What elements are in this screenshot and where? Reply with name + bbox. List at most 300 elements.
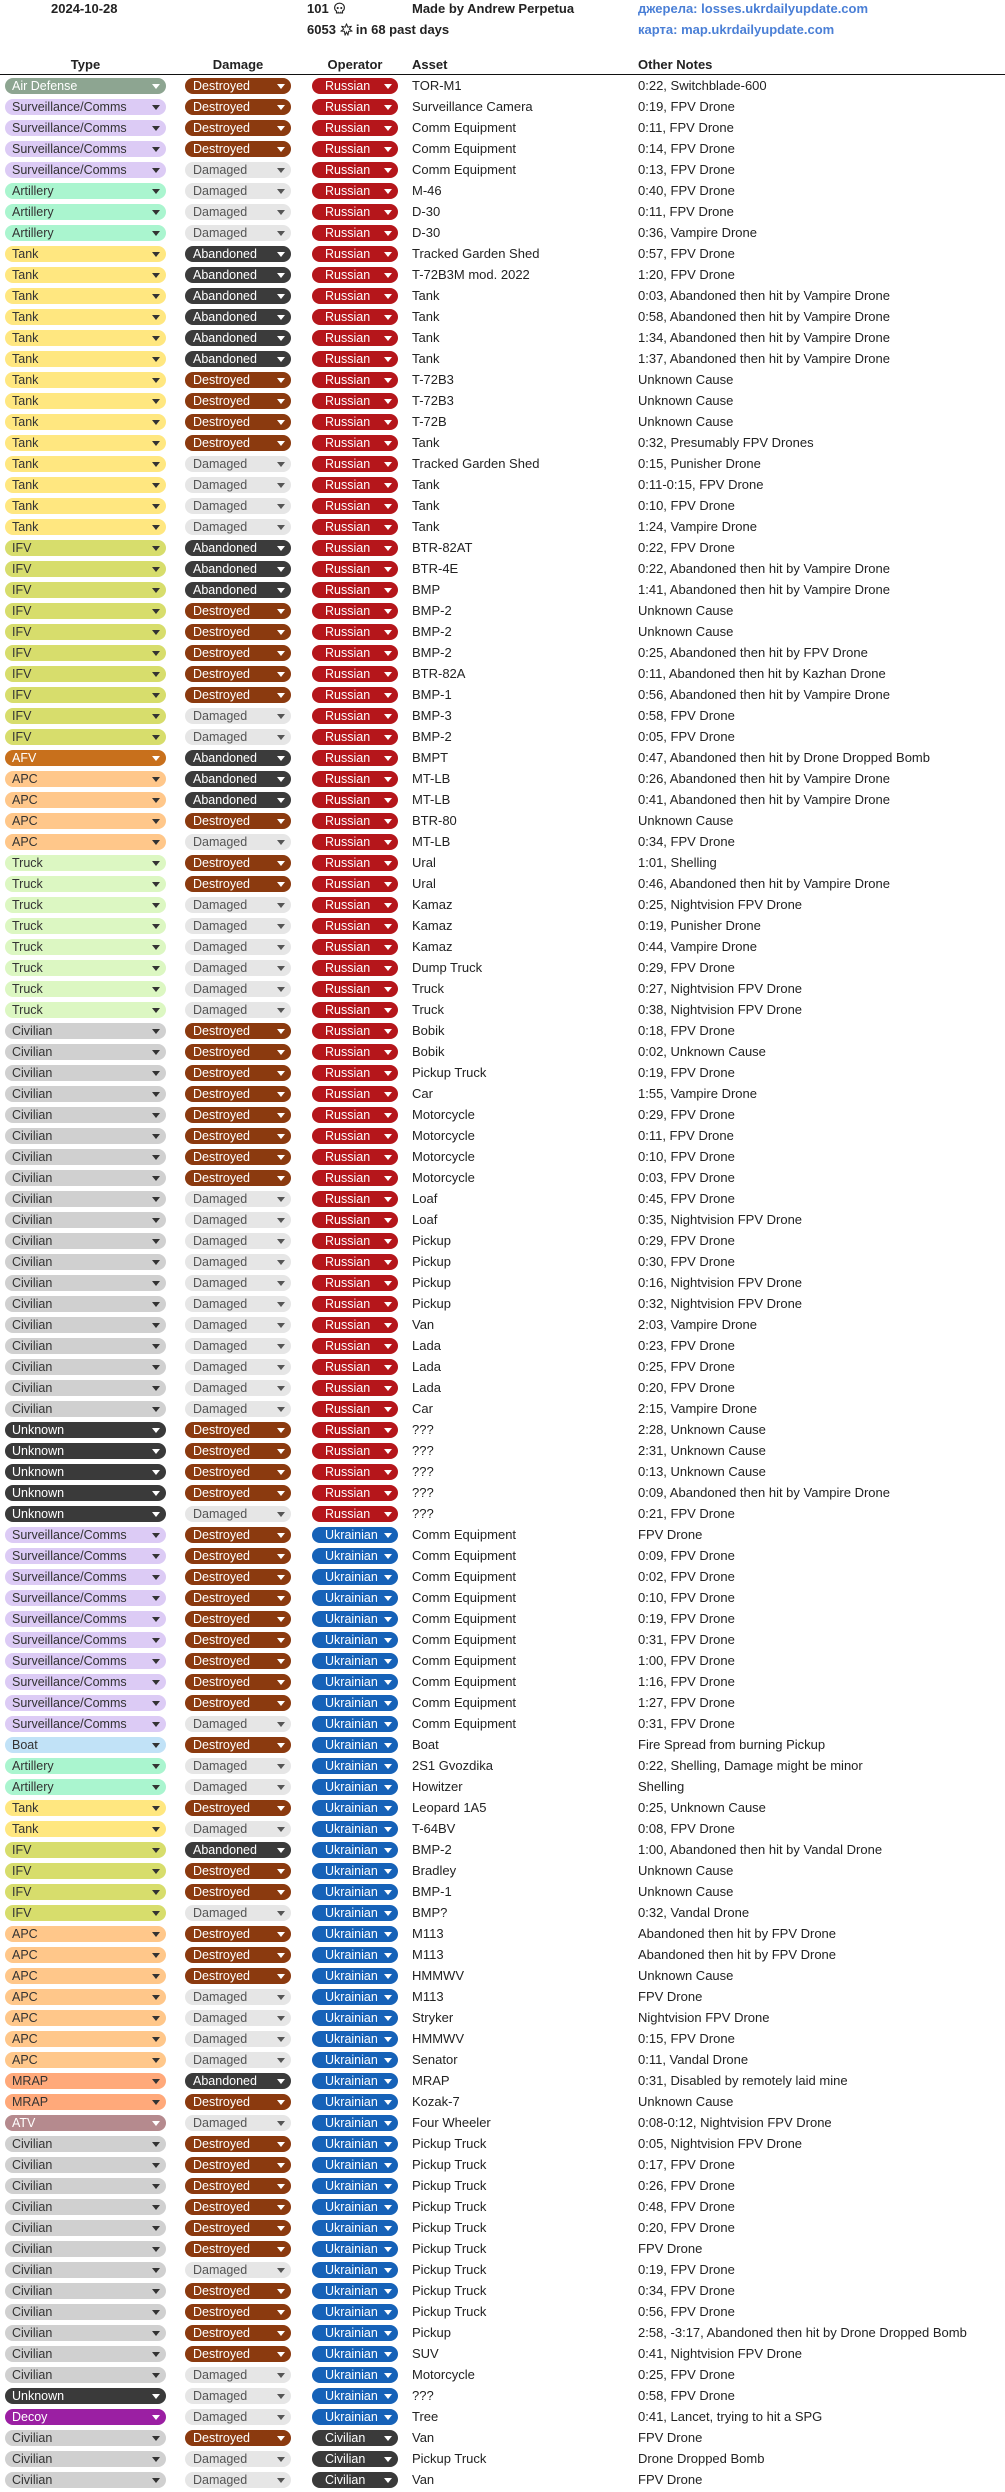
type-select[interactable] <box>5 1023 166 1039</box>
type-select[interactable] <box>5 2283 166 2299</box>
type-select[interactable] <box>5 603 166 619</box>
operator-select[interactable] <box>312 1674 398 1690</box>
operator-select[interactable] <box>312 1023 398 1039</box>
operator-select[interactable] <box>312 1002 398 1018</box>
type-select[interactable] <box>5 351 166 367</box>
operator-select[interactable] <box>312 1275 398 1291</box>
operator-select[interactable] <box>312 2199 398 2215</box>
operator-select[interactable] <box>312 246 398 262</box>
operator-select[interactable] <box>312 1191 398 1207</box>
damage-select[interactable] <box>185 2241 291 2257</box>
type-select[interactable] <box>5 540 166 556</box>
operator-select[interactable] <box>312 1989 398 2005</box>
type-select[interactable] <box>5 1380 166 1396</box>
type-select[interactable] <box>5 1086 166 1102</box>
operator-select[interactable] <box>312 1044 398 1060</box>
operator-select[interactable] <box>312 1359 398 1375</box>
damage-select[interactable] <box>185 288 291 304</box>
type-select[interactable] <box>5 1926 166 1942</box>
operator-select[interactable] <box>312 540 398 556</box>
damage-select[interactable] <box>185 1275 291 1291</box>
type-select[interactable] <box>5 2388 166 2404</box>
operator-select[interactable] <box>312 897 398 913</box>
type-select[interactable] <box>5 2472 166 2488</box>
operator-select[interactable] <box>312 1968 398 1984</box>
damage-select[interactable] <box>185 120 291 136</box>
damage-select[interactable] <box>185 204 291 220</box>
type-select[interactable] <box>5 1233 166 1249</box>
type-select[interactable] <box>5 393 166 409</box>
map-link[interactable]: map.ukrdailyupdate.com <box>681 22 835 37</box>
type-select[interactable] <box>5 1905 166 1921</box>
type-select[interactable] <box>5 1716 166 1732</box>
operator-select[interactable] <box>312 2010 398 2026</box>
type-select[interactable] <box>5 120 166 136</box>
damage-select[interactable] <box>185 1065 291 1081</box>
type-select[interactable] <box>5 1821 166 1837</box>
type-select[interactable] <box>5 645 166 661</box>
damage-select[interactable] <box>185 456 291 472</box>
operator-select[interactable] <box>312 351 398 367</box>
type-select[interactable] <box>5 246 166 262</box>
operator-select[interactable] <box>312 2031 398 2047</box>
type-select[interactable] <box>5 1254 166 1270</box>
damage-select[interactable] <box>185 2388 291 2404</box>
type-select[interactable] <box>5 1548 166 1564</box>
type-select[interactable] <box>5 750 166 766</box>
operator-select[interactable] <box>312 1905 398 1921</box>
type-select[interactable] <box>5 2451 166 2467</box>
damage-select[interactable] <box>185 435 291 451</box>
damage-select[interactable] <box>185 477 291 493</box>
damage-select[interactable] <box>185 1674 291 1690</box>
damage-select[interactable] <box>185 624 291 640</box>
operator-select[interactable] <box>312 687 398 703</box>
operator-select[interactable] <box>312 771 398 787</box>
operator-select[interactable] <box>312 414 398 430</box>
damage-select[interactable] <box>185 1317 291 1333</box>
operator-select[interactable] <box>312 2178 398 2194</box>
type-select[interactable] <box>5 582 166 598</box>
damage-select[interactable] <box>185 1464 291 1480</box>
damage-select[interactable] <box>185 1947 291 1963</box>
operator-select[interactable] <box>312 561 398 577</box>
damage-select[interactable] <box>185 1590 291 1606</box>
damage-select[interactable] <box>185 351 291 367</box>
type-select[interactable] <box>5 876 166 892</box>
type-select[interactable] <box>5 225 166 241</box>
operator-select[interactable] <box>312 960 398 976</box>
operator-select[interactable] <box>312 162 398 178</box>
damage-select[interactable] <box>185 2283 291 2299</box>
damage-select[interactable] <box>185 1506 291 1522</box>
damage-select[interactable] <box>185 561 291 577</box>
damage-select[interactable] <box>185 2199 291 2215</box>
damage-select[interactable] <box>185 2409 291 2425</box>
operator-select[interactable] <box>312 2052 398 2068</box>
damage-select[interactable] <box>185 1779 291 1795</box>
damage-select[interactable] <box>185 2430 291 2446</box>
operator-select[interactable] <box>312 267 398 283</box>
operator-select[interactable] <box>312 2241 398 2257</box>
operator-select[interactable] <box>312 225 398 241</box>
damage-select[interactable] <box>185 2136 291 2152</box>
operator-select[interactable] <box>312 1065 398 1081</box>
operator-select[interactable] <box>312 477 398 493</box>
operator-select[interactable] <box>312 1443 398 1459</box>
type-select[interactable] <box>5 2199 166 2215</box>
damage-select[interactable] <box>185 540 291 556</box>
type-select[interactable] <box>5 1884 166 1900</box>
type-select[interactable] <box>5 498 166 514</box>
operator-select[interactable] <box>312 1590 398 1606</box>
damage-select[interactable] <box>185 519 291 535</box>
type-select[interactable] <box>5 687 166 703</box>
damage-select[interactable] <box>185 645 291 661</box>
type-select[interactable] <box>5 2409 166 2425</box>
type-select[interactable] <box>5 2010 166 2026</box>
operator-select[interactable] <box>312 1653 398 1669</box>
damage-select[interactable] <box>185 666 291 682</box>
operator-select[interactable] <box>312 2094 398 2110</box>
operator-select[interactable] <box>312 813 398 829</box>
damage-select[interactable] <box>185 855 291 871</box>
type-select[interactable] <box>5 1506 166 1522</box>
type-select[interactable] <box>5 1065 166 1081</box>
type-select[interactable] <box>5 792 166 808</box>
damage-select[interactable] <box>185 1191 291 1207</box>
type-select[interactable] <box>5 1695 166 1711</box>
operator-select[interactable] <box>312 2388 398 2404</box>
damage-select[interactable] <box>185 414 291 430</box>
type-select[interactable] <box>5 1569 166 1585</box>
operator-select[interactable] <box>312 99 398 115</box>
type-select[interactable] <box>5 1317 166 1333</box>
damage-select[interactable] <box>185 1821 291 1837</box>
type-select[interactable] <box>5 456 166 472</box>
damage-select[interactable] <box>185 2262 291 2278</box>
type-select[interactable] <box>5 1422 166 1438</box>
operator-select[interactable] <box>312 603 398 619</box>
operator-select[interactable] <box>312 1779 398 1795</box>
type-select[interactable] <box>5 1296 166 1312</box>
damage-select[interactable] <box>185 1296 291 1312</box>
operator-select[interactable] <box>312 1695 398 1711</box>
damage-select[interactable] <box>185 708 291 724</box>
damage-select[interactable] <box>185 1212 291 1228</box>
damage-select[interactable] <box>185 1128 291 1144</box>
damage-select[interactable] <box>185 750 291 766</box>
damage-select[interactable] <box>185 2451 291 2467</box>
operator-select[interactable] <box>312 2136 398 2152</box>
type-select[interactable] <box>5 2325 166 2341</box>
operator-select[interactable] <box>312 2325 398 2341</box>
type-select[interactable] <box>5 78 166 94</box>
type-select[interactable] <box>5 2262 166 2278</box>
operator-select[interactable] <box>312 1212 398 1228</box>
damage-select[interactable] <box>185 876 291 892</box>
type-select[interactable] <box>5 624 166 640</box>
damage-select[interactable] <box>185 2031 291 2047</box>
damage-select[interactable] <box>185 2010 291 2026</box>
operator-select[interactable] <box>312 582 398 598</box>
damage-select[interactable] <box>185 1254 291 1270</box>
damage-select[interactable] <box>185 330 291 346</box>
damage-select[interactable] <box>185 393 291 409</box>
operator-select[interactable] <box>312 708 398 724</box>
operator-select[interactable] <box>312 1884 398 1900</box>
type-select[interactable] <box>5 1527 166 1543</box>
damage-select[interactable] <box>185 1548 291 1564</box>
damage-select[interactable] <box>185 834 291 850</box>
operator-select[interactable] <box>312 1800 398 1816</box>
type-select[interactable] <box>5 1485 166 1501</box>
operator-select[interactable] <box>312 1149 398 1165</box>
type-select[interactable] <box>5 1800 166 1816</box>
damage-select[interactable] <box>185 309 291 325</box>
type-select[interactable] <box>5 1758 166 1774</box>
damage-select[interactable] <box>185 1485 291 1501</box>
damage-select[interactable] <box>185 498 291 514</box>
type-select[interactable] <box>5 1590 166 1606</box>
damage-select[interactable] <box>185 1170 291 1186</box>
damage-select[interactable] <box>185 1905 291 1921</box>
operator-select[interactable] <box>312 519 398 535</box>
operator-select[interactable] <box>312 666 398 682</box>
type-select[interactable] <box>5 2052 166 2068</box>
damage-select[interactable] <box>185 372 291 388</box>
column-header-operator[interactable]: Operator <box>327 57 383 72</box>
damage-select[interactable] <box>185 1611 291 1627</box>
type-select[interactable] <box>5 1107 166 1123</box>
damage-select[interactable] <box>185 1044 291 1060</box>
type-select[interactable] <box>5 1464 166 1480</box>
operator-select[interactable] <box>312 1422 398 1438</box>
type-select[interactable] <box>5 519 166 535</box>
operator-select[interactable] <box>312 1758 398 1774</box>
damage-select[interactable] <box>185 1632 291 1648</box>
column-header-damage[interactable]: Damage <box>212 57 264 72</box>
damage-select[interactable] <box>185 99 291 115</box>
type-select[interactable] <box>5 1401 166 1417</box>
operator-select[interactable] <box>312 2115 398 2131</box>
type-select[interactable] <box>5 1275 166 1291</box>
damage-select[interactable] <box>185 2157 291 2173</box>
type-select[interactable] <box>5 1338 166 1354</box>
type-select[interactable] <box>5 1842 166 1858</box>
operator-select[interactable] <box>312 981 398 997</box>
damage-select[interactable] <box>185 1443 291 1459</box>
operator-select[interactable] <box>312 2262 398 2278</box>
operator-select[interactable] <box>312 183 398 199</box>
damage-select[interactable] <box>185 960 291 976</box>
damage-select[interactable] <box>185 1527 291 1543</box>
type-select[interactable] <box>5 1653 166 1669</box>
operator-select[interactable] <box>312 1716 398 1732</box>
damage-select[interactable] <box>185 78 291 94</box>
operator-select[interactable] <box>312 1527 398 1543</box>
operator-select[interactable] <box>312 1401 398 1417</box>
damage-select[interactable] <box>185 2304 291 2320</box>
type-select[interactable] <box>5 2430 166 2446</box>
damage-select[interactable] <box>185 1968 291 1984</box>
operator-select[interactable] <box>312 1317 398 1333</box>
operator-select[interactable] <box>312 393 398 409</box>
damage-select[interactable] <box>185 246 291 262</box>
operator-select[interactable] <box>312 2346 398 2362</box>
type-select[interactable] <box>5 1128 166 1144</box>
damage-select[interactable] <box>185 2115 291 2131</box>
type-select[interactable] <box>5 708 166 724</box>
operator-select[interactable] <box>312 2304 398 2320</box>
type-select[interactable] <box>5 183 166 199</box>
type-select[interactable] <box>5 1674 166 1690</box>
damage-select[interactable] <box>185 1086 291 1102</box>
damage-select[interactable] <box>185 2094 291 2110</box>
damage-select[interactable] <box>185 1695 291 1711</box>
type-select[interactable] <box>5 1863 166 1879</box>
type-select[interactable] <box>5 372 166 388</box>
type-select[interactable] <box>5 204 166 220</box>
operator-select[interactable] <box>312 2451 398 2467</box>
operator-select[interactable] <box>312 1380 398 1396</box>
damage-select[interactable] <box>185 813 291 829</box>
operator-select[interactable] <box>312 1464 398 1480</box>
damage-select[interactable] <box>185 771 291 787</box>
operator-select[interactable] <box>312 1947 398 1963</box>
type-select[interactable] <box>5 813 166 829</box>
damage-select[interactable] <box>185 1758 291 1774</box>
type-select[interactable] <box>5 2031 166 2047</box>
type-select[interactable] <box>5 918 166 934</box>
operator-select[interactable] <box>312 1632 398 1648</box>
operator-select[interactable] <box>312 2367 398 2383</box>
type-select[interactable] <box>5 2094 166 2110</box>
operator-select[interactable] <box>312 2430 398 2446</box>
type-select[interactable] <box>5 1737 166 1753</box>
type-select[interactable] <box>5 1989 166 2005</box>
damage-select[interactable] <box>185 2220 291 2236</box>
damage-select[interactable] <box>185 2325 291 2341</box>
type-select[interactable] <box>5 2178 166 2194</box>
operator-select[interactable] <box>312 498 398 514</box>
type-select[interactable] <box>5 1002 166 1018</box>
damage-select[interactable] <box>185 2346 291 2362</box>
damage-select[interactable] <box>185 225 291 241</box>
operator-select[interactable] <box>312 792 398 808</box>
type-select[interactable] <box>5 855 166 871</box>
type-select[interactable] <box>5 2157 166 2173</box>
type-select[interactable] <box>5 309 166 325</box>
damage-select[interactable] <box>185 1422 291 1438</box>
type-select[interactable] <box>5 1191 166 1207</box>
operator-select[interactable] <box>312 1842 398 1858</box>
damage-select[interactable] <box>185 729 291 745</box>
damage-select[interactable] <box>185 1338 291 1354</box>
operator-select[interactable] <box>312 1737 398 1753</box>
type-select[interactable] <box>5 1149 166 1165</box>
operator-select[interactable] <box>312 2220 398 2236</box>
operator-select[interactable] <box>312 645 398 661</box>
damage-select[interactable] <box>185 687 291 703</box>
damage-select[interactable] <box>185 1359 291 1375</box>
operator-select[interactable] <box>312 1107 398 1123</box>
operator-select[interactable] <box>312 1926 398 1942</box>
operator-select[interactable] <box>312 78 398 94</box>
operator-select[interactable] <box>312 372 398 388</box>
damage-select[interactable] <box>185 1653 291 1669</box>
operator-select[interactable] <box>312 876 398 892</box>
type-select[interactable] <box>5 561 166 577</box>
operator-select[interactable] <box>312 1506 398 1522</box>
damage-select[interactable] <box>185 2178 291 2194</box>
operator-select[interactable] <box>312 2283 398 2299</box>
operator-select[interactable] <box>312 834 398 850</box>
operator-select[interactable] <box>312 1338 398 1354</box>
operator-select[interactable] <box>312 1548 398 1564</box>
damage-select[interactable] <box>185 603 291 619</box>
type-select[interactable] <box>5 267 166 283</box>
column-header-asset[interactable]: Asset <box>412 57 448 72</box>
operator-select[interactable] <box>312 309 398 325</box>
type-select[interactable] <box>5 771 166 787</box>
operator-select[interactable] <box>312 1170 398 1186</box>
type-select[interactable] <box>5 1044 166 1060</box>
damage-select[interactable] <box>185 1107 291 1123</box>
damage-select[interactable] <box>185 939 291 955</box>
type-select[interactable] <box>5 2073 166 2089</box>
operator-select[interactable] <box>312 2073 398 2089</box>
operator-select[interactable] <box>312 1611 398 1627</box>
type-select[interactable] <box>5 2220 166 2236</box>
sources-link[interactable]: losses.ukrdailyupdate.com <box>701 1 869 16</box>
operator-select[interactable] <box>312 2409 398 2425</box>
column-header-type[interactable]: Type <box>70 57 101 72</box>
damage-select[interactable] <box>185 2472 291 2488</box>
operator-select[interactable] <box>312 1821 398 1837</box>
operator-select[interactable] <box>312 1254 398 1270</box>
damage-select[interactable] <box>185 267 291 283</box>
operator-select[interactable] <box>312 1086 398 1102</box>
type-select[interactable] <box>5 1359 166 1375</box>
type-select[interactable] <box>5 897 166 913</box>
damage-select[interactable] <box>185 2367 291 2383</box>
type-select[interactable] <box>5 330 166 346</box>
damage-select[interactable] <box>185 2073 291 2089</box>
type-select[interactable] <box>5 834 166 850</box>
damage-select[interactable] <box>185 162 291 178</box>
type-select[interactable] <box>5 1212 166 1228</box>
type-select[interactable] <box>5 666 166 682</box>
type-select[interactable] <box>5 2346 166 2362</box>
type-select[interactable] <box>5 1170 166 1186</box>
type-select[interactable] <box>5 99 166 115</box>
damage-select[interactable] <box>185 141 291 157</box>
damage-select[interactable] <box>185 1926 291 1942</box>
type-select[interactable] <box>5 141 166 157</box>
damage-select[interactable] <box>185 1023 291 1039</box>
operator-select[interactable] <box>312 918 398 934</box>
damage-select[interactable] <box>185 792 291 808</box>
damage-select[interactable] <box>185 1002 291 1018</box>
damage-select[interactable] <box>185 1884 291 1900</box>
operator-select[interactable] <box>312 456 398 472</box>
damage-select[interactable] <box>185 918 291 934</box>
operator-select[interactable] <box>312 2157 398 2173</box>
operator-select[interactable] <box>312 624 398 640</box>
operator-select[interactable] <box>312 729 398 745</box>
type-select[interactable] <box>5 960 166 976</box>
